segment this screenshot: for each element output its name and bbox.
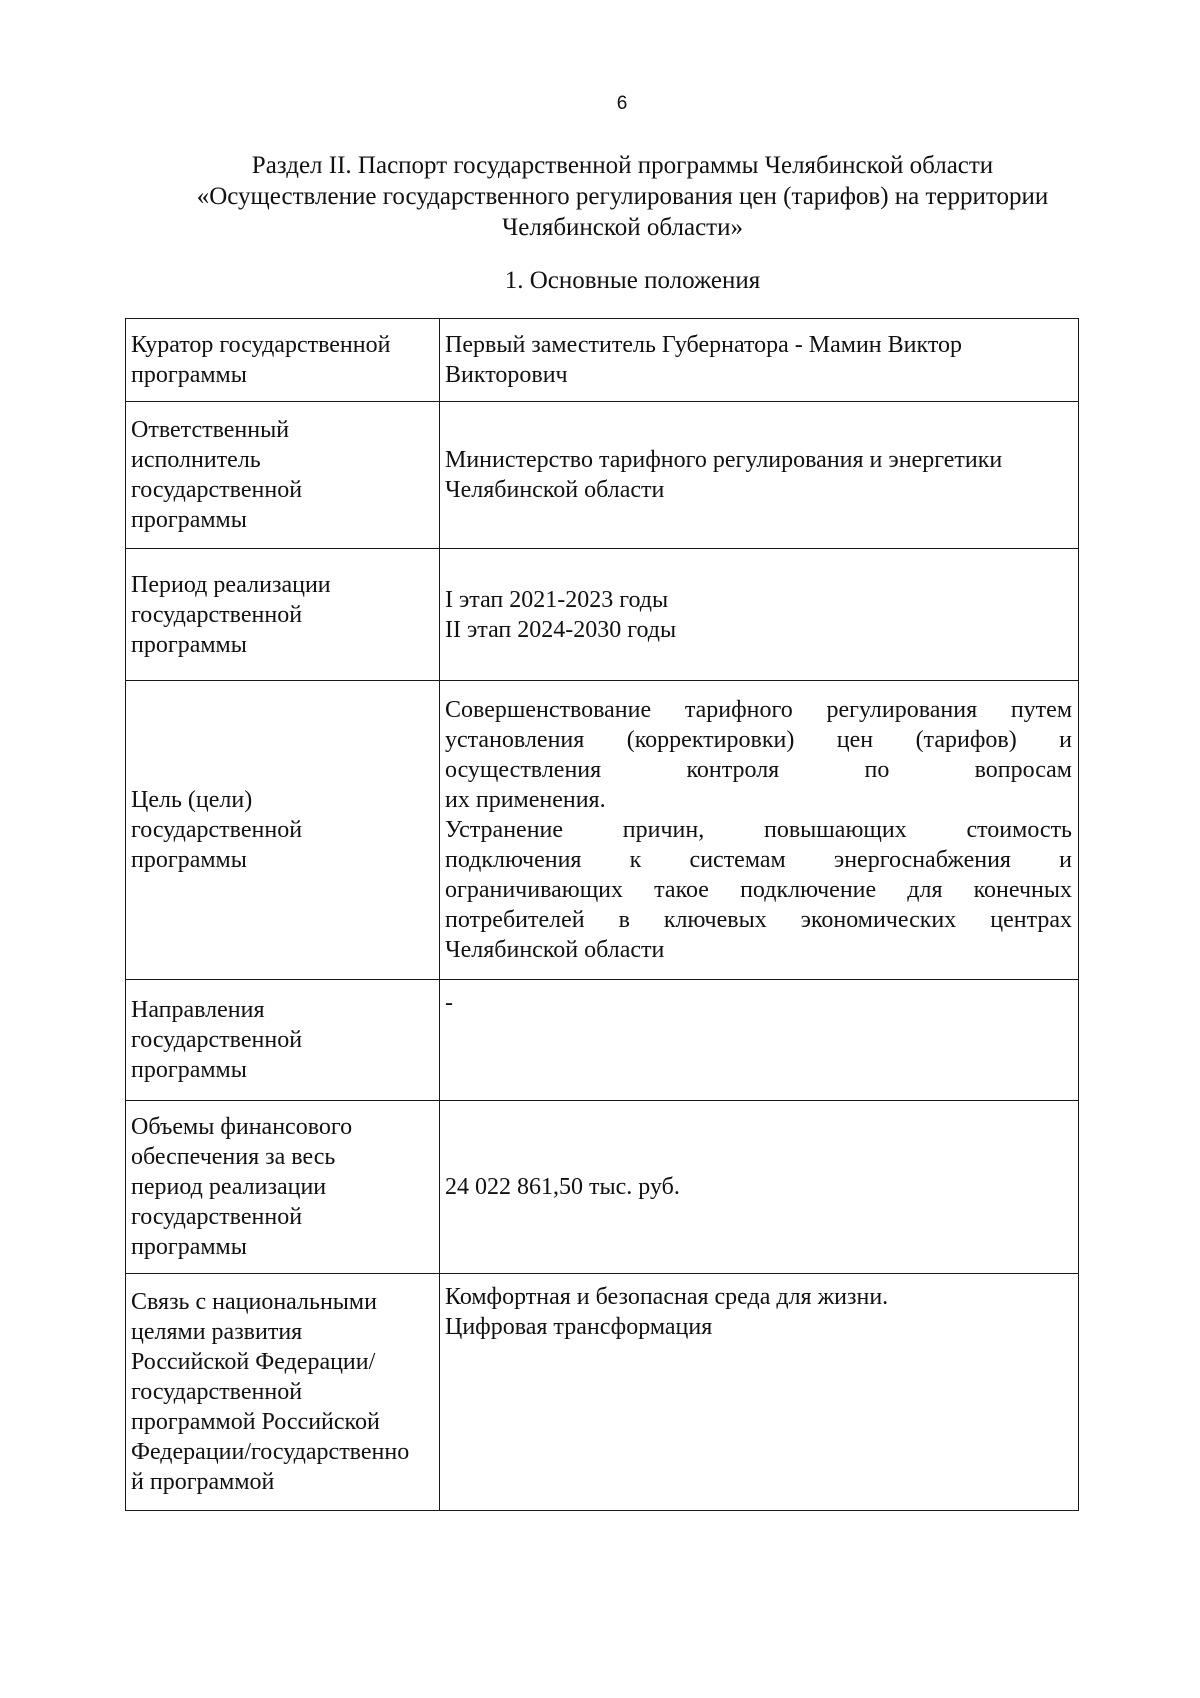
value-line: ограничивающих такое подключение для конечных bbox=[445, 877, 1072, 903]
value-line: Челябинской области bbox=[445, 937, 665, 963]
value-line: II этап 2024-2030 годы bbox=[445, 616, 677, 643]
heading-line: Раздел II. Паспорт государственной программы Челябинской области bbox=[251, 152, 994, 179]
label-line: Российской Федерации/ bbox=[131, 1349, 376, 1375]
label-line: Цель (цели) bbox=[131, 787, 253, 813]
value-line: - bbox=[445, 990, 453, 1016]
row-label bbox=[126, 681, 440, 980]
row-value bbox=[440, 681, 1079, 980]
value-line: Устранение причин, повышающих стоимость bbox=[445, 817, 1072, 843]
value-line: I этап 2021-2023 годы bbox=[445, 586, 669, 613]
row-value bbox=[440, 402, 1079, 549]
value-line: Комфортная и безопасная среда для жизни. bbox=[445, 1284, 889, 1310]
heading-line: «Осуществление государственного регулирования цен (тарифов) на территории bbox=[196, 183, 1049, 210]
section-title: 1. Основные положения bbox=[504, 267, 761, 294]
table-row-period bbox=[126, 549, 1079, 681]
label-line: программы bbox=[131, 631, 247, 658]
label-line: государственной bbox=[131, 1204, 303, 1230]
value-line: подключения к системам энергоснабжения и bbox=[445, 847, 1072, 873]
value-line: Первый заместитель Губернатора - Мамин Виктор bbox=[445, 332, 963, 358]
row-value bbox=[440, 319, 1079, 402]
label-line: Ответственный bbox=[131, 417, 290, 443]
value-line: Министерство тарифного регулирования и энергетики bbox=[445, 447, 1003, 473]
row-label bbox=[126, 980, 440, 1101]
value-line: их применения. bbox=[445, 787, 606, 813]
label-line: государственной bbox=[131, 1379, 303, 1405]
label-line: обеспечения за весь bbox=[131, 1144, 336, 1170]
label-line: период реализации bbox=[131, 1174, 327, 1200]
row-label bbox=[126, 1274, 440, 1511]
row-value bbox=[440, 1101, 1079, 1274]
table-row-finance bbox=[126, 1101, 1079, 1274]
row-label bbox=[126, 319, 440, 402]
label-line: Федерации/государственно bbox=[131, 1439, 410, 1465]
value-line: Цифровая трансформация bbox=[445, 1314, 713, 1340]
label-line: Период реализации bbox=[131, 571, 331, 598]
label-line: государственной bbox=[131, 817, 303, 843]
label-line: программы bbox=[131, 1057, 247, 1083]
label-line: исполнитель bbox=[131, 447, 261, 473]
label-line: Объемы финансового bbox=[131, 1114, 353, 1140]
table-row-curator bbox=[126, 319, 1079, 402]
value-line: потребителей в ключевых экономических центрах bbox=[445, 907, 1072, 933]
table-row-national-goals bbox=[126, 1274, 1079, 1511]
label-line: программы bbox=[131, 507, 247, 533]
value-line: осуществления контроля по вопросам bbox=[445, 757, 1072, 783]
label-line: государственной bbox=[131, 477, 303, 503]
value-line: Челябинской области bbox=[445, 477, 665, 503]
label-line: программы bbox=[131, 847, 247, 873]
program-passport-table bbox=[125, 318, 1079, 1511]
label-line: программой Российской bbox=[131, 1409, 380, 1435]
label-line: программы bbox=[131, 362, 247, 388]
label-line: государственной bbox=[131, 601, 303, 628]
row-value bbox=[440, 549, 1079, 681]
row-value bbox=[440, 980, 1079, 1101]
row-label bbox=[126, 549, 440, 681]
document-heading bbox=[130, 150, 1115, 243]
value-line: установления (корректировки) цен (тарифов) и bbox=[445, 727, 1072, 753]
label-line: Направления bbox=[131, 997, 265, 1023]
heading-line: Челябинской области» bbox=[502, 214, 743, 241]
label-line: государственной bbox=[131, 1027, 303, 1053]
page-number: 6 bbox=[616, 93, 628, 114]
label-line: Связь с национальными bbox=[131, 1289, 377, 1315]
label-line: й программой bbox=[131, 1469, 275, 1495]
value-line: 24 022 861,50 тыс. руб. bbox=[445, 1174, 680, 1200]
label-line: Куратор государственной bbox=[131, 332, 391, 358]
table-row-directions bbox=[126, 980, 1079, 1101]
value-line: Викторович bbox=[445, 362, 568, 388]
table-row-goal bbox=[126, 681, 1079, 980]
row-value bbox=[440, 1274, 1079, 1511]
label-line: программы bbox=[131, 1234, 247, 1260]
table-row-executor bbox=[126, 402, 1079, 549]
row-label bbox=[126, 1101, 440, 1274]
row-label bbox=[126, 402, 440, 549]
label-line: целями развития bbox=[131, 1319, 303, 1345]
value-line: Совершенствование тарифного регулирования путем bbox=[445, 697, 1072, 723]
